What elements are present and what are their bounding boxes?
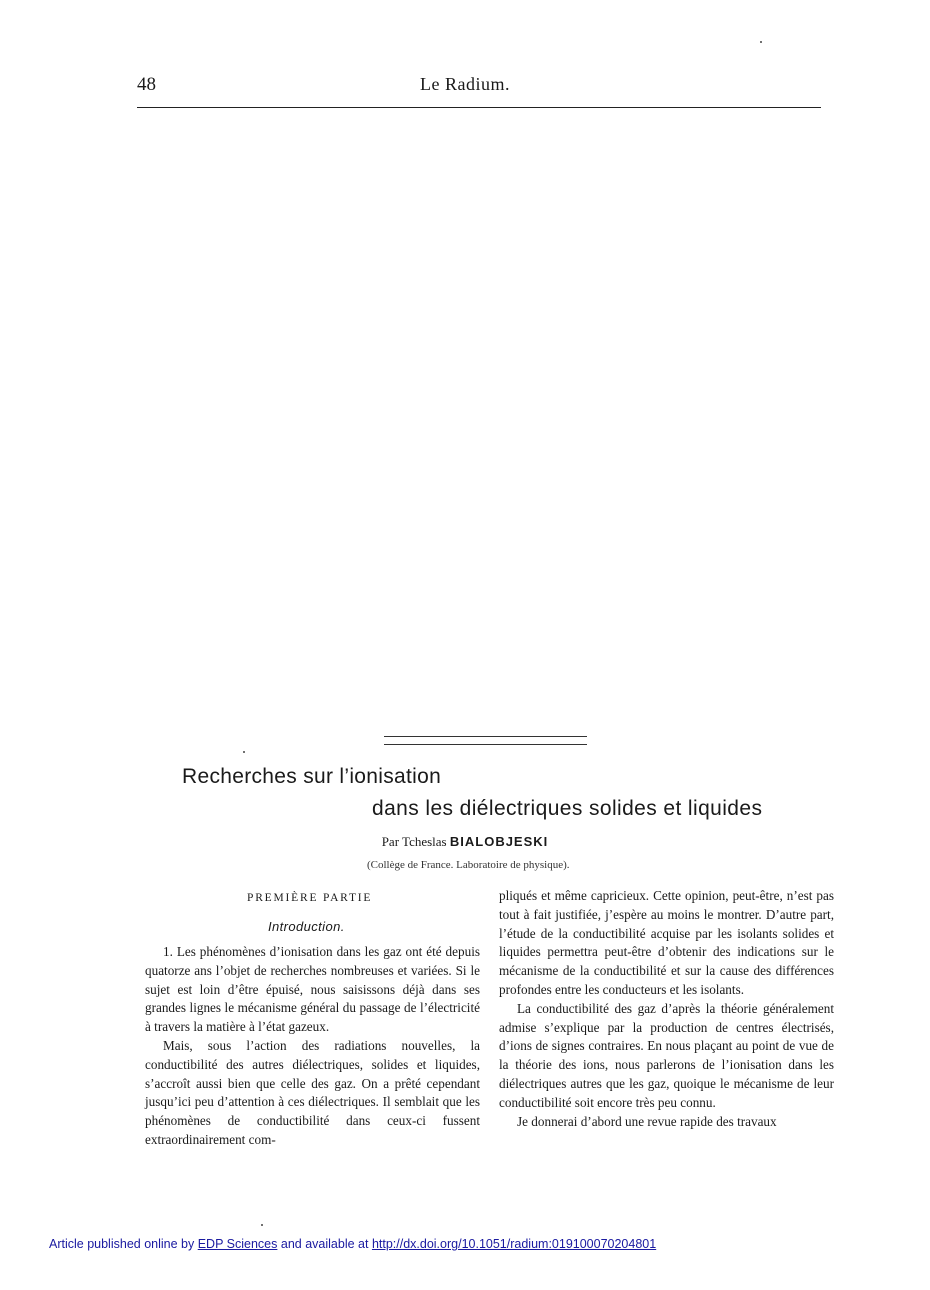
left-column	[145, 943, 480, 1150]
body-paragraph: pliqués et même capricieux. Cette opinion, peut-être, n’est pas tout à fait justifiée, j’espère au moins le montrer. D’autre part, l’étude de la conductibilité acquise par les isolants solides et liquides permettra peut-être d’obtenir des indications sur le mécanisme de la conductibilité et sur la cause des différences profondes entre les conducteurs et les isolants.	[499, 888, 834, 997]
article-title-line1: Recherches sur l’ionisation	[182, 765, 442, 788]
publisher-link[interactable]: EDP Sciences	[197, 1237, 278, 1251]
article-title-line2: dans les diélectriques solides et liquides	[372, 797, 763, 820]
part-heading: PREMIÈRE PARTIE	[247, 892, 373, 904]
header-rule	[137, 107, 821, 108]
author-prefix: Par Tcheslas	[381, 834, 447, 849]
author-affiliation: (Collège de France. Laboratoire de physique).	[367, 859, 570, 871]
right-column	[499, 887, 834, 1131]
body-paragraph: Mais, sous l’action des radiations nouvelles, la conductibilité des autres diélectriques, solides et liquides, s’accroît aussi bien que celle des gaz. On a prêté cependant jusqu’ici peu d’attention à ces diélectriques. Il semblait que les phénomènes de conductibilité dans ceux-ci fussent extraordinairement com-	[145, 1037, 480, 1147]
author-line	[0, 834, 930, 850]
footer-prefix: Article published online by	[49, 1237, 195, 1251]
journal-title: Le Radium.	[420, 74, 510, 94]
publication-footer	[49, 1237, 656, 1251]
speck-mark	[261, 1224, 263, 1226]
section-ornament	[384, 736, 587, 745]
doi-link[interactable]: http://dx.doi.org/10.1051/radium:019100070204801	[371, 1237, 657, 1251]
section-heading: Introduction.	[268, 919, 345, 934]
body-paragraph: La conductibilité des gaz d’après la théorie généralement admise s’explique par la production de centres électrisés, d’ions de signes contraires. En nous plaçant au point de vue de la théorie des ions, nous parlerons de l’ionisation dans les diélectriques autres que les gaz, quoique le mécanisme de leur conductibilité soit encore très peu connu.	[499, 1000, 834, 1110]
page-number: 48	[137, 74, 156, 95]
speck-mark	[243, 751, 245, 753]
body-paragraph: 1. Les phénomènes d’ionisation dans les gaz ont été depuis quatorze ans l’objet de recherches nombreuses et variées. Si le sujet est loin d’être épuisé, nous saisissons déjà dans ses grandes lignes le mécanisme général du passage de l’électricité à travers la matière à l’état gazeux.	[145, 944, 480, 1035]
author-name: BIALOBJESKI	[449, 834, 549, 849]
body-paragraph: Je donnerai d’abord une revue rapide des travaux	[517, 1113, 777, 1129]
footer-middle: and available at	[280, 1237, 369, 1251]
speck-mark	[760, 41, 762, 43]
